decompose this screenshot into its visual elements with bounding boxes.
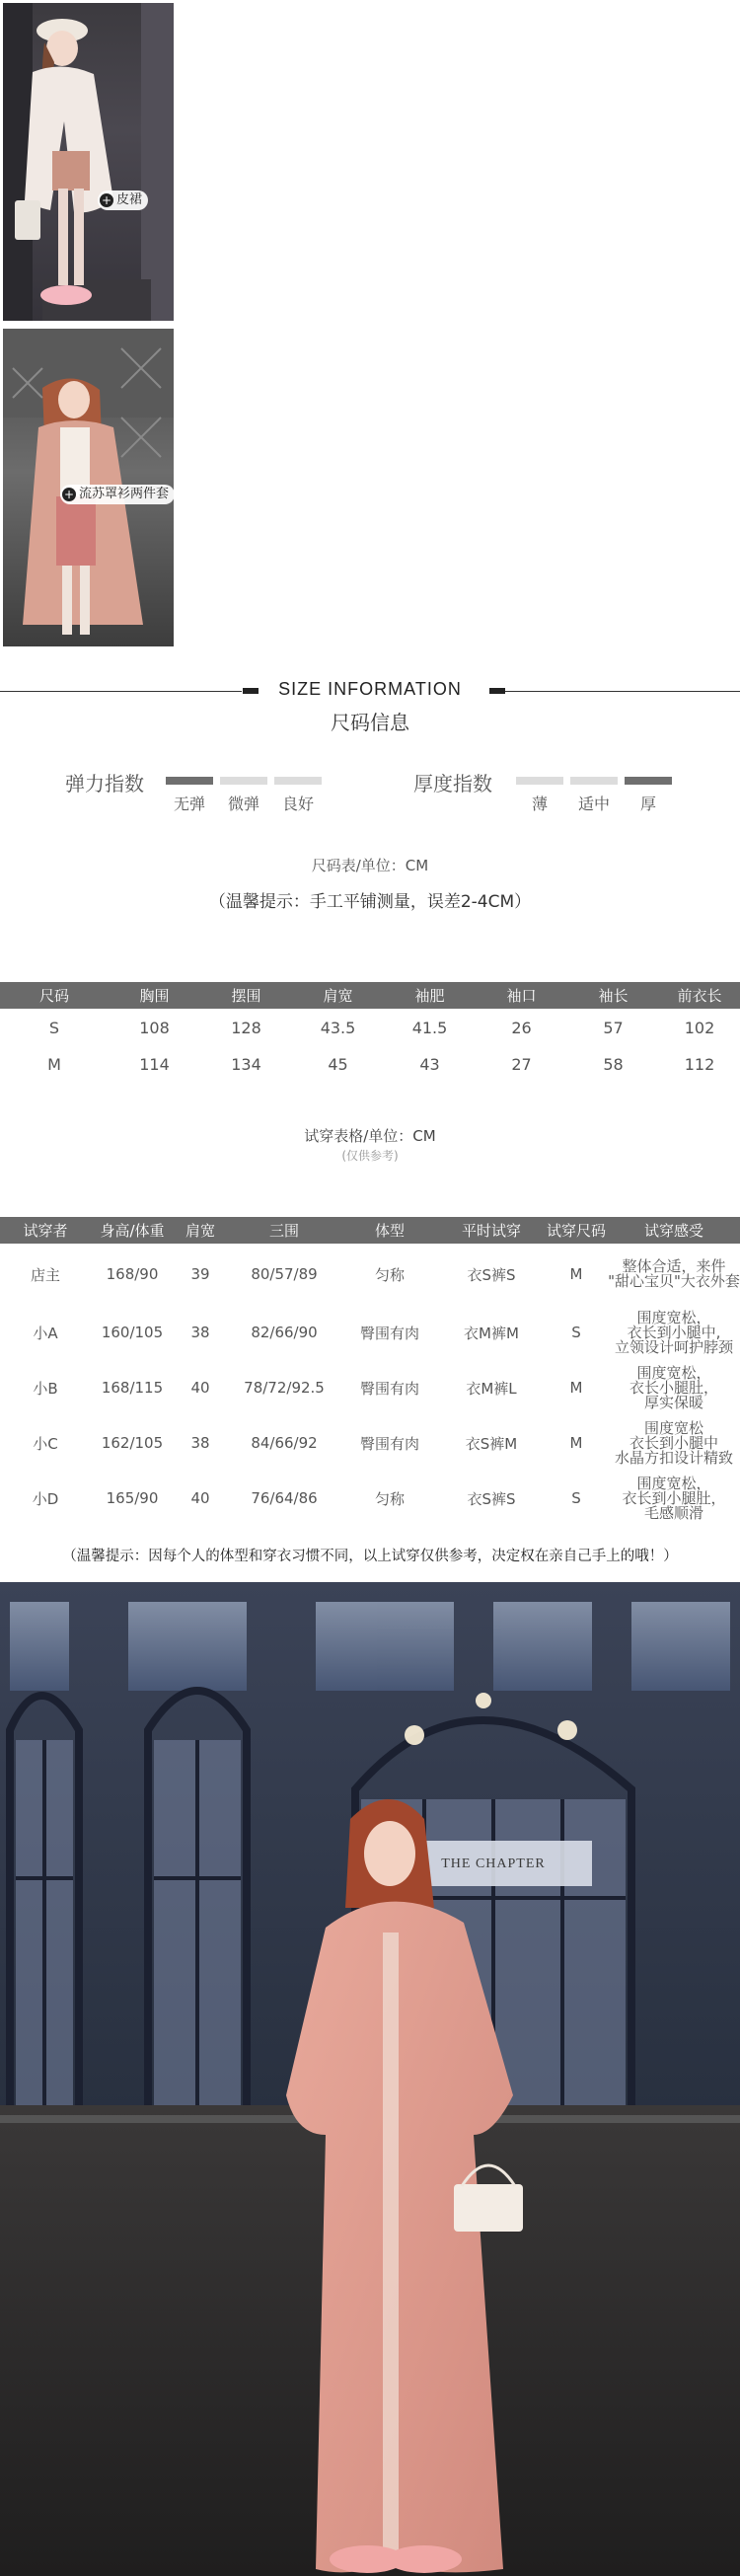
divider-dash-right: [489, 688, 505, 694]
table-cell: 衣S裤M: [465, 1434, 518, 1453]
table-cell: 43: [419, 1054, 440, 1074]
table-cell: 38: [190, 1434, 210, 1452]
col-header: 袖口: [476, 982, 567, 1009]
col-header: 胸围: [109, 982, 200, 1009]
feedback-line: 衣长到小腿中: [629, 1433, 718, 1452]
table-cell: 27: [511, 1054, 532, 1074]
feedback-line: 围度宽松，: [636, 1308, 711, 1326]
col-header: 摆围: [200, 982, 292, 1009]
size-info-title-en: SIZE INFORMATION: [278, 679, 462, 699]
table-cell: 168/115: [101, 1379, 164, 1397]
divider-left: [0, 691, 242, 692]
thickness-option-thick: 厚: [639, 795, 656, 813]
table-cell: 40: [190, 1379, 210, 1397]
table-cell: 26: [511, 1018, 532, 1037]
col-header: 前衣长: [659, 982, 740, 1009]
elasticity-label: 弹力指数: [65, 772, 144, 796]
elasticity-option-slight: 微弹: [227, 795, 259, 813]
table-cell: 衣M裤L: [466, 1379, 517, 1398]
table-cell: M: [47, 1054, 61, 1074]
plus-icon: +: [101, 193, 112, 207]
thickness-seg-2: [570, 777, 618, 785]
table-cell: 衣S裤S: [467, 1489, 516, 1508]
tag-label: 皮裙: [116, 192, 143, 207]
try-on-bottom-note: （温馨提示：因每个人的体型和穿衣习惯不同，以上试穿仅供参考，决定权在亲自己手上的哦！）: [62, 1549, 678, 1564]
product-photo-2: [3, 329, 174, 646]
feedback-line: 衣长到小腿肚，: [622, 1488, 726, 1507]
tag-label: 流苏罩衫两件套: [79, 487, 170, 501]
table-cell: 39: [190, 1265, 210, 1283]
table-row: [0, 1046, 740, 1082]
table-cell: 小D: [32, 1489, 59, 1508]
table-row: [0, 1415, 740, 1471]
thickness-label: 厚度指数: [413, 772, 492, 796]
col-header: 袖肥: [384, 982, 476, 1009]
table-cell: 匀称: [374, 1265, 405, 1284]
col-header: 三围: [227, 1217, 341, 1244]
table-cell: 小C: [33, 1434, 58, 1453]
table-cell: 128: [231, 1018, 261, 1037]
table-cell: 114: [139, 1054, 170, 1074]
table-cell: 58: [603, 1054, 624, 1074]
try-on-sub-note: (仅供参考): [341, 1149, 399, 1163]
thickness-seg-1: [516, 777, 563, 785]
feedback-line: 围度宽松: [643, 1418, 703, 1437]
table-cell: 112: [684, 1054, 715, 1074]
table-cell: 匀称: [374, 1489, 405, 1508]
table-row: [0, 1244, 740, 1305]
table-cell: 134: [231, 1054, 261, 1074]
table-cell: 臀围有肉: [359, 1434, 419, 1453]
feedback-line: 衣长到小腿中,: [627, 1323, 721, 1341]
table-cell: 41.5: [411, 1018, 448, 1037]
table-cell: 57: [603, 1018, 624, 1037]
try-on-table: [0, 1217, 740, 1526]
table-cell: S: [571, 1489, 581, 1507]
feedback-line: "甜心宝贝"大衣外套: [608, 1272, 740, 1290]
table-cell: 165/90: [106, 1489, 159, 1507]
table-cell: 82/66/90: [251, 1324, 318, 1341]
table-cell: 160/105: [101, 1324, 164, 1341]
table-cell-feedback: [608, 1415, 740, 1471]
col-header: 试穿者: [0, 1217, 91, 1244]
table-cell: S: [571, 1324, 581, 1341]
plus-icon: +: [63, 488, 75, 501]
table-cell: 小B: [33, 1379, 58, 1398]
size-chart-header-row: [0, 982, 740, 1009]
table-cell-feedback: [608, 1305, 740, 1360]
table-row: [0, 1360, 740, 1415]
table-cell: 162/105: [101, 1434, 164, 1452]
thickness-seg-3: [625, 777, 672, 785]
col-header: 身高/体重: [91, 1217, 174, 1244]
col-header: 袖长: [567, 982, 659, 1009]
table-row: [0, 1305, 740, 1360]
col-header: 肩宽: [292, 982, 384, 1009]
table-cell: 臀围有肉: [359, 1324, 419, 1342]
table-cell: 43.5: [320, 1018, 356, 1037]
table-row: [0, 1009, 740, 1046]
product-photo-main: [0, 1582, 740, 2576]
feedback-line: 整体合适，来件: [622, 1257, 726, 1275]
table-cell: 衣M裤M: [464, 1324, 519, 1342]
table-cell: 店主: [30, 1265, 60, 1284]
table-cell: 76/64/86: [251, 1489, 318, 1507]
feedback-line: 围度宽松，: [636, 1363, 711, 1382]
elasticity-seg-2: [220, 777, 267, 785]
col-header: 试穿感受: [608, 1217, 740, 1244]
table-cell-feedback: [608, 1360, 740, 1415]
table-cell: 45: [328, 1054, 348, 1074]
col-header: 肩宽: [174, 1217, 227, 1244]
try-on-unit: 试穿表格/单位：CM: [304, 1127, 436, 1145]
feedback-line: 厚实保暖: [643, 1393, 703, 1411]
table-cell: 168/90: [106, 1265, 159, 1283]
divider-right: [505, 691, 740, 692]
table-cell: M: [569, 1379, 583, 1397]
product-tag-skirt[interactable]: [98, 190, 148, 210]
product-tag-set[interactable]: [60, 485, 174, 504]
size-chart-table: [0, 982, 740, 1082]
divider-dash-left: [243, 688, 259, 694]
product-photo-1: [3, 3, 174, 321]
feedback-line: 立领设计呵护脖颈: [614, 1337, 733, 1356]
elasticity-option-good: 良好: [281, 795, 314, 813]
table-cell: 78/72/92.5: [244, 1379, 325, 1397]
feedback-line: 毛感顺滑: [643, 1503, 703, 1522]
table-cell: 小A: [33, 1324, 58, 1342]
table-cell: 38: [190, 1324, 210, 1341]
col-header: 试穿尺码: [545, 1217, 608, 1244]
elasticity-seg-1: [166, 777, 213, 785]
thickness-option-thin: 薄: [531, 795, 548, 813]
thickness-option-medium: 适中: [577, 795, 610, 813]
feedback-line: 衣长小腿肚，: [629, 1378, 718, 1397]
col-header: 体型: [341, 1217, 438, 1244]
size-chart-note: （温馨提示：手工平铺测量，误差2-4CM）: [208, 892, 532, 912]
table-cell: M: [569, 1434, 583, 1452]
elasticity-seg-3: [274, 777, 322, 785]
feedback-line: 水晶方扣设计精致: [614, 1448, 733, 1467]
table-cell-feedback: [608, 1244, 740, 1305]
table-cell: 80/57/89: [251, 1265, 318, 1283]
elasticity-option-none: 无弹: [173, 795, 205, 813]
table-cell: M: [569, 1265, 583, 1283]
table-cell: 84/66/92: [251, 1434, 318, 1452]
table-cell: S: [48, 1018, 60, 1037]
col-header: 尺码: [0, 982, 109, 1009]
feedback-line: 围度宽松，: [636, 1474, 711, 1492]
table-cell: 衣S裤S: [467, 1265, 516, 1284]
table-cell: 40: [190, 1489, 210, 1507]
table-row: [0, 1471, 740, 1526]
storefront-sign: THE CHAPTER: [441, 1856, 546, 1871]
try-on-header-row: [0, 1217, 740, 1244]
size-chart-unit: 尺码表/单位：CM: [311, 857, 429, 874]
table-cell: 108: [139, 1018, 170, 1037]
size-info-title-cn: 尺码信息: [331, 711, 409, 734]
table-cell: 臀围有肉: [359, 1379, 419, 1398]
table-cell-feedback: [608, 1471, 740, 1526]
table-cell: 102: [684, 1018, 715, 1037]
col-header: 平时试穿: [438, 1217, 545, 1244]
